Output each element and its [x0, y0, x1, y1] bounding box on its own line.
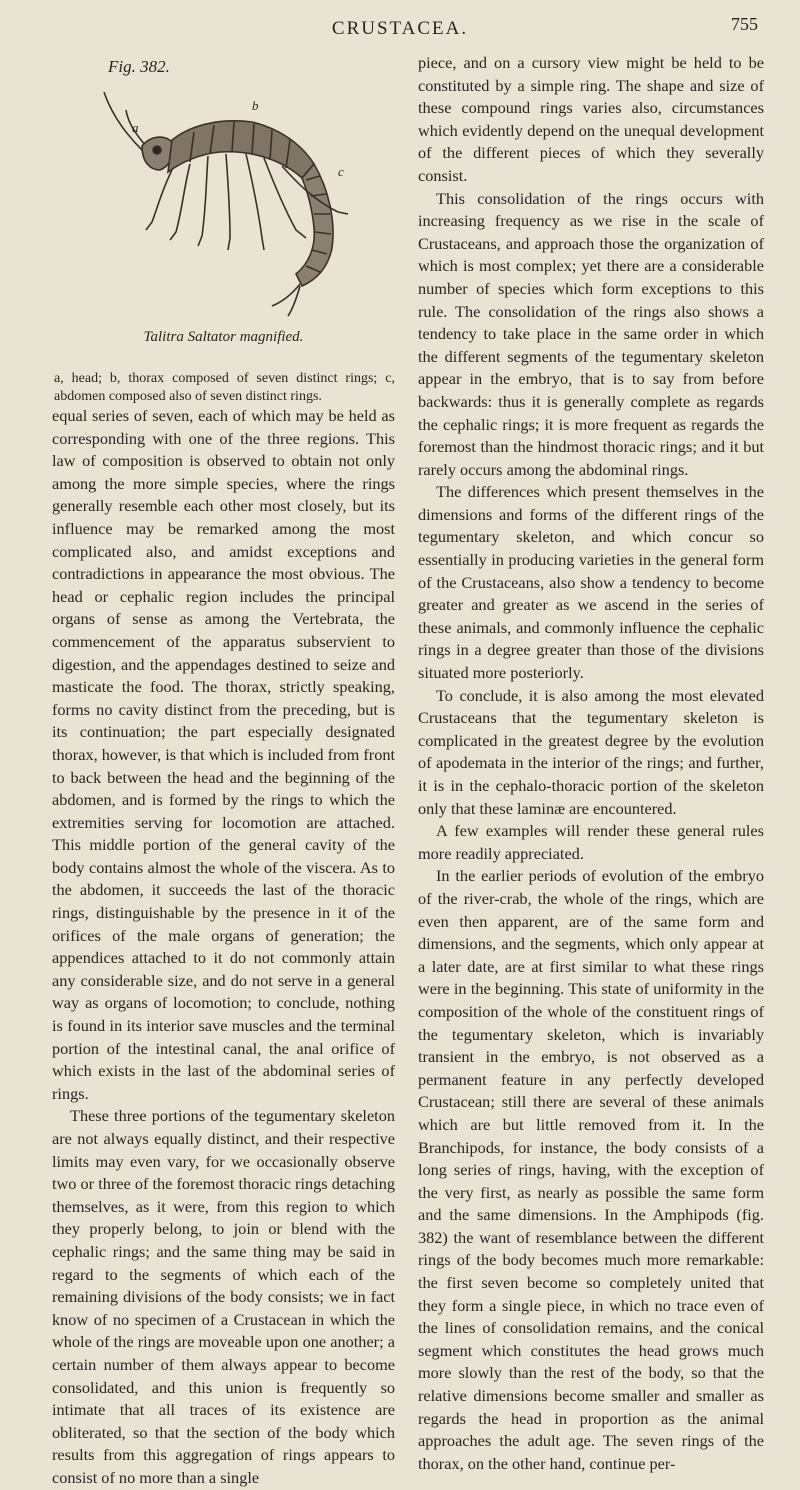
leg: [246, 154, 264, 250]
label-a: a: [132, 120, 139, 135]
talitrus-illustration: [102, 80, 352, 320]
figure-caption: a, head; b, thorax composed of seven distinct rings; c, abdomen composed also of seven distinct rings.: [54, 371, 395, 404]
figure-title: Talitra Saltator magnified.: [143, 329, 304, 345]
figure-number: Fig. 382.: [108, 57, 170, 76]
leg: [146, 170, 172, 230]
tail: [272, 284, 300, 316]
right-paragraph: This consolidation of the rings occurs with increasing frequency as we rise in the scale of Crustaceans, and approach those the organization of which is most complex; yet there are a considerable number of species which form exceptions to this rule. The consolidation of the rings also shows a tendency to take place in the same order in which the different segments of the tegumentary skeleton appear in the embryo, that is to say from before backwards: thus it is generally complete as regards the cephalic rings; it is more frequent as regards the foremost than the hindmost thoracic rings; and it but rarely occurs among the abdominal rings.: [418, 188, 764, 479]
right-paragraph: The differences which present themselves in the dimensions and forms of the different rings of the tegumentary skeleton, and which concur so essentially in producing varieties in the general form of the Crustaceans, also show a tendency to become greater and greater as we ascend in the series of these animals, and commonly influence the cephalic rings in a degree greater than those of the divisions situated more posteriorly.: [418, 482, 764, 683]
label-b: b: [252, 98, 259, 113]
running-title: CRUSTACEA.: [331, 18, 469, 39]
leg: [226, 154, 230, 250]
figure-382: [52, 50, 395, 370]
eye: [153, 146, 161, 154]
right-paragraph: To conclude, it is also among the most elevated Crustaceans that the tegumentary skeleton is complicated in the greatest degree by the evolution of apodemata in the interior of the rings; and further, it is in the cephalo-thoracic portion of the skeleton only that these laminæ are encountered.: [418, 685, 764, 818]
right-column: [418, 52, 764, 1475]
right-paragraph: A few examples will render these general rules more readily appreciated.: [418, 821, 764, 863]
label-c: c: [338, 164, 344, 179]
left-paragraph: equal series of seven, each of which may be held as corresponding with one of the three regions. This law of composition is observed to obtain not only among the more simple species, where the rings generally resemble each other most closely, but its influence may be remarked among the most complicated also, and amidst exceptions and contradictions in appearance the most obvious. The head or cephalic region includes the principal organs of sense as among the Vertebrata, the commencement of the apparatus subservient to digestion, and the appendages destined to seize and masticate the food. The thorax, strictly speaking, forms no cavity distinct from the preceding, but is its continuation; the part especially designated thorax, however, is that which is included from front to back between the head and the beginning of the abdomen, and is formed by the rings to which the extremities serving for locomotion are attached. This middle portion of the general cavity of the body contains almost the whole of the viscera. As to the abdomen, it succeeds the last of the thoracic rings, distinguishable by the presence in it of the orifices of the male organs of generation; the appendices attached to it do not commonly attain any considerable size, and do not serve in a general way as organs of locomotion; to conclude, nothing is found in its interior save muscles and the terminal portion of the intestinal canal, the anal orifice of which exists in the last of the abdominal series of rings.: [52, 406, 395, 1103]
page-number: 755: [731, 14, 758, 34]
left-paragraph: These three portions of the tegumentary skeleton are not always equally distinct, and their respective limits may even vary, for we occasionally observe two or three of the foremost thoracic rings detaching themselves, as it were, from this region to which they properly belong, to join or blend with the cephalic rings; and the same thing may be said in regard to the segments of which each of the remaining divisions of the body consists; we in fact know of no specimen of a Crustacean in which the whole of the rings are moveable upon one another; a certain number of them always appear to become consolidated, and this union is frequently so intimate that all traces of its existence are obliterated, so that the section of the body which results from this aggregation of rings appears to consist of no more than a single: [52, 1106, 395, 1487]
abdomen: [296, 164, 333, 286]
thorax: [168, 121, 314, 178]
right-paragraph: piece, and on a cursory view might be held to be constituted by a simple ring. The shape and size of these compound rings varies also, circumstances which evidently depend on the unequal development of the different pieces of which they severally consist.: [418, 53, 764, 185]
running-header: [0, 14, 800, 44]
right-paragraph: In the earlier periods of evolution of the embryo of the river-crab, the whole of the rings, which are even then apparent, are of the same form and dimensions, and the segments, which only appear at a later date, are at first similar to what these rings were in the beginning. This state of uniformity in the composition of the whole of the constituent rings of the tegumentary skeleton, which is invariably transient in the embryo, is not observed as a permanent feature in any perfectly developed Crustacean; still there are several of these animals which are but little removed from it. In the Branchipods, for instance, the body consists of a long series of rings, having, with the exception of the very first, as nearly as possible the same form and the same dimensions. In the Amphipods (fig. 382) the want of resemblance between the different rings of the body becomes much more remarkable: the first seven become so completely united that they form a single piece, in which no trace even of the lines of consolidation remains, and the conical segment which constitutes the head grows much more slowly than the rest of the body, so that the relative dimensions become smaller and smaller as regards the head in proportion as the animal approaches the adult age. The seven rings of the thorax, on the other hand, continue per-: [418, 866, 764, 1473]
leg: [170, 164, 190, 240]
leg: [198, 156, 208, 246]
left-column: [52, 50, 395, 1490]
